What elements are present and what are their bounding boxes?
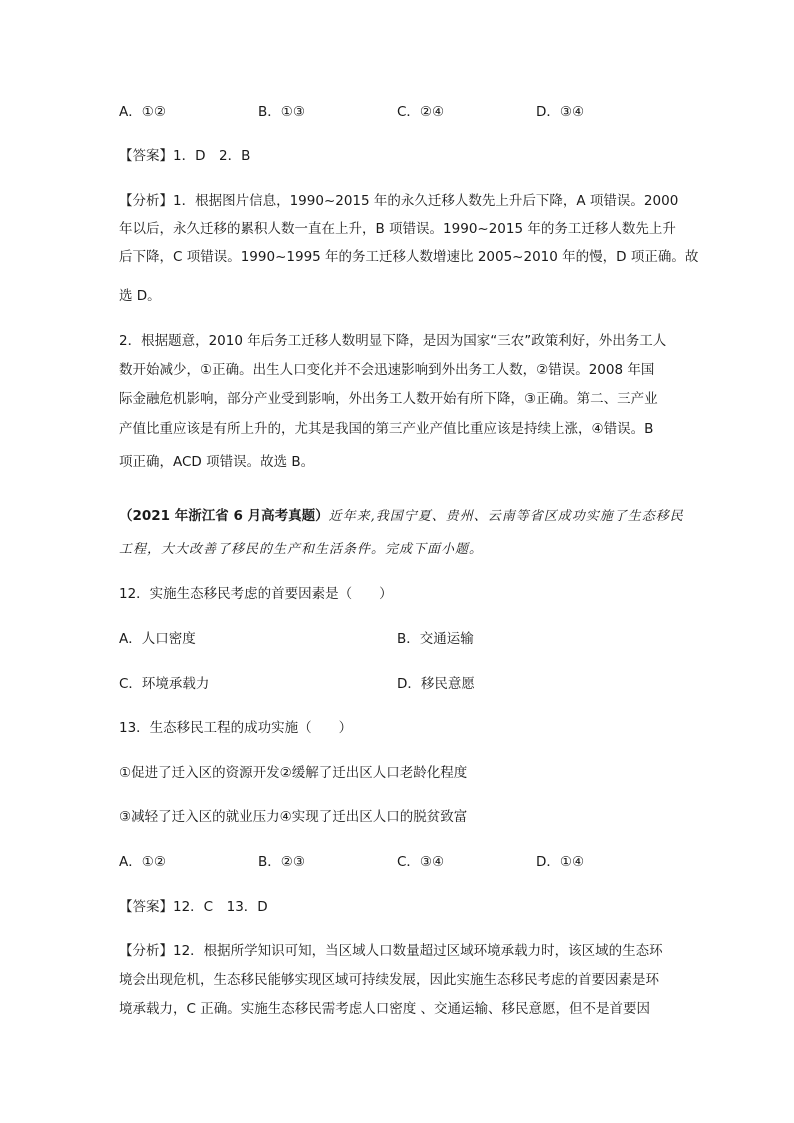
q13-statement: ③减轻了迁入区的就业压力④实现了迁出区人口的脱贫致富 [119,809,468,825]
q12-stem: 12．实施生态移民考虑的首要因素是（ ） [119,586,393,602]
analysis-line: 【分析】1．根据图片信息，1990~2015 年的永久迁移人数先上升后下降，A 项错误。2000 [119,193,679,209]
q13-statement: ①促进了迁入区的资源开发②缓解了迁出区人口老龄化程度 [119,765,468,781]
intro-text-2: 工程，大大改善了移民的生产和生活条件。完成下面小题。 [119,542,484,557]
answer-line: 【答案】12．C 13．D [119,899,268,915]
option-c: C．环境承载力 [119,676,210,692]
source-line [119,507,684,526]
option-c: C．③④ [397,854,445,870]
answer-line: 【答案】1．D 2．B [119,148,251,164]
option-d: D．③④ [536,104,585,120]
analysis-line: 年以后，永久迁移的累积人数一直在上升，B 项错误。1990~2015 年的务工迁移人数先上升 [119,221,676,237]
analysis-line: 后下降，C 项错误。1990~1995 年的务工迁移人数增速比 2005~2010 年的慢，D 项正确。故 [119,249,699,265]
option-b: B．交通运输 [397,631,474,647]
option-d: D．①④ [536,854,585,870]
analysis-line: 【分析】12．根据所学知识可知，当区域人口数量超过区域环境承载力时，该区域的生态环 [119,943,663,959]
analysis-line: 2．根据题意，2010 年后务工迁移人数明显下降，是因为国家“三农”政策利好，外出务工人 [119,333,667,349]
analysis-line: 产值比重应该是有所上升的，尤其是我国的第三产业产值比重应该是持续上涨，④错误。B [119,421,654,437]
option-b: B．①③ [258,104,305,120]
intro-text: 近年来,我国宁夏、贵州、云南等省区成功实施了生态移民 [328,509,684,524]
option-a: A．①② [119,854,166,870]
source-label: （2021 年浙江省 6 月高考真题） [119,508,329,524]
analysis-line: 境会出现危机，生态移民能够实现区域可持续发展，因此实施生态移民考虑的首要因素是环 [119,972,659,988]
option-a: A．①② [119,104,166,120]
analysis-line: 项正确，ACD 项错误。故选 B。 [119,454,315,470]
option-a: A．人口密度 [119,631,196,647]
q13-stem: 13．生态移民工程的成功实施（ ） [119,720,353,736]
analysis-line: 选 D。 [119,288,161,304]
analysis-line: 境承载力，C 正确。实施生态移民需考虑人口密度 、交通运输、移民意愿，但不是首要因 [119,1001,651,1017]
analysis-line: 数开始减少，①正确。出生人口变化并不会迅速影响到外出务工人数，②错误。2008 年国 [119,362,655,378]
option-c: C．②④ [397,104,445,120]
option-d: D．移民意愿 [397,676,475,692]
option-b: B．②③ [258,854,305,870]
analysis-line: 际金融危机影响，部分产业受到影响，外出务工人数开始有所下降，③正确。第二、三产业 [119,391,658,407]
